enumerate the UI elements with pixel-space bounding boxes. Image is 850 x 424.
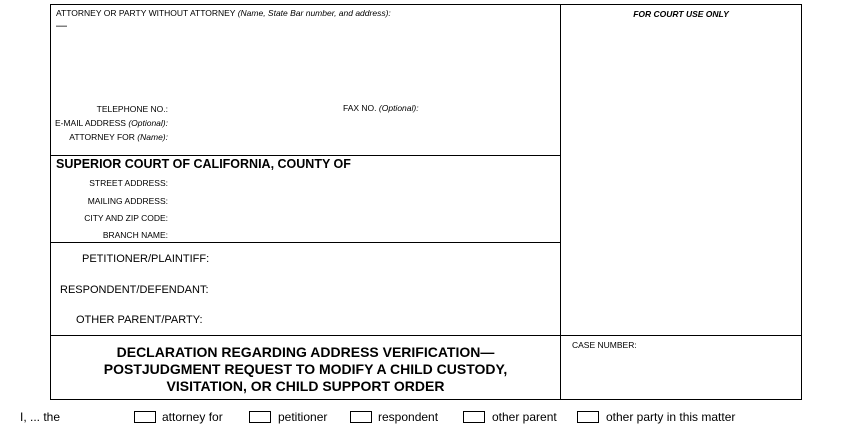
attorney-for-label	[69, 132, 168, 142]
form-title-line2: POSTJUDGMENT REQUEST TO MODIFY A CHILD CUSTODY,	[103, 361, 508, 377]
mailing-address-label: MAILING ADDRESS:	[87, 196, 168, 206]
petitioner-field[interactable]	[215, 252, 555, 266]
other-party-text: other party in this matter	[606, 410, 736, 424]
city-zip-label: CITY AND ZIP CODE:	[84, 213, 168, 223]
declarant-text: I, ... the	[20, 410, 61, 424]
petitioner-text: petitioner	[278, 410, 328, 424]
court-use-section	[560, 4, 802, 336]
email-label-italic: (Optional):	[128, 118, 168, 128]
county-field[interactable]	[355, 157, 555, 169]
court-heading: SUPERIOR COURT OF CALIFORNIA, COUNTY OF	[56, 157, 351, 171]
email-field[interactable]	[170, 116, 555, 128]
court-use-label: FOR COURT USE ONLY	[633, 9, 729, 19]
telephone-field[interactable]	[170, 102, 330, 114]
other-party-checkbox[interactable]	[577, 411, 599, 423]
street-address-label: STREET ADDRESS:	[89, 178, 168, 188]
form-title	[50, 344, 561, 395]
attorney-for-checkbox[interactable]	[134, 411, 156, 423]
branch-name-field[interactable]	[170, 228, 555, 240]
respondent-label: RESPONDENT/DEFENDANT:	[60, 284, 209, 296]
form-title-line1: DECLARATION REGARDING ADDRESS VERIFICATION—	[116, 344, 495, 360]
branch-name-label: BRANCH NAME:	[102, 230, 168, 240]
respondent-text: respondent	[378, 410, 439, 424]
other-parent-text: other parent	[492, 410, 557, 424]
petitioner-label: PETITIONER/PLAINTIFF:	[82, 253, 210, 265]
attorney-for-field[interactable]	[170, 130, 555, 142]
respondent-field[interactable]	[215, 283, 555, 297]
attorney-for-label-italic: (Name):	[137, 132, 168, 142]
attorney-for-label-main: ATTORNEY FOR	[69, 132, 138, 142]
email-label-main: E-MAIL ADDRESS	[54, 118, 129, 128]
attorney-header-italic: (Name, State Bar number, and address):	[237, 8, 391, 18]
attorney-header	[56, 8, 391, 18]
fax-field[interactable]	[420, 102, 555, 114]
street-address-field[interactable]	[170, 176, 555, 188]
mailing-address-field[interactable]	[170, 194, 555, 206]
city-zip-field[interactable]	[170, 211, 555, 223]
attorney-name-address-field[interactable]	[56, 22, 556, 96]
fax-label-italic: (Optional):	[378, 103, 419, 113]
fax-label	[343, 103, 419, 113]
case-number-field[interactable]	[570, 354, 795, 394]
other-party-field[interactable]	[215, 313, 555, 327]
case-number-label: CASE NUMBER:	[572, 340, 637, 350]
attorney-header-main: ATTORNEY OR PARTY WITHOUT ATTORNEY	[56, 8, 238, 18]
respondent-checkbox[interactable]	[350, 411, 372, 423]
other-party-label: OTHER PARENT/PARTY:	[76, 314, 203, 326]
form-title-line3: VISITATION, OR CHILD SUPPORT ORDER	[166, 378, 445, 394]
other-parent-checkbox[interactable]	[463, 411, 485, 423]
fax-label-main: FAX NO.	[343, 103, 379, 113]
telephone-label: TELEPHONE NO.:	[96, 104, 168, 114]
attorney-for-text: attorney for	[162, 410, 223, 424]
petitioner-checkbox[interactable]	[249, 411, 271, 423]
attorney-dash: —	[56, 20, 67, 32]
email-label	[55, 118, 168, 128]
